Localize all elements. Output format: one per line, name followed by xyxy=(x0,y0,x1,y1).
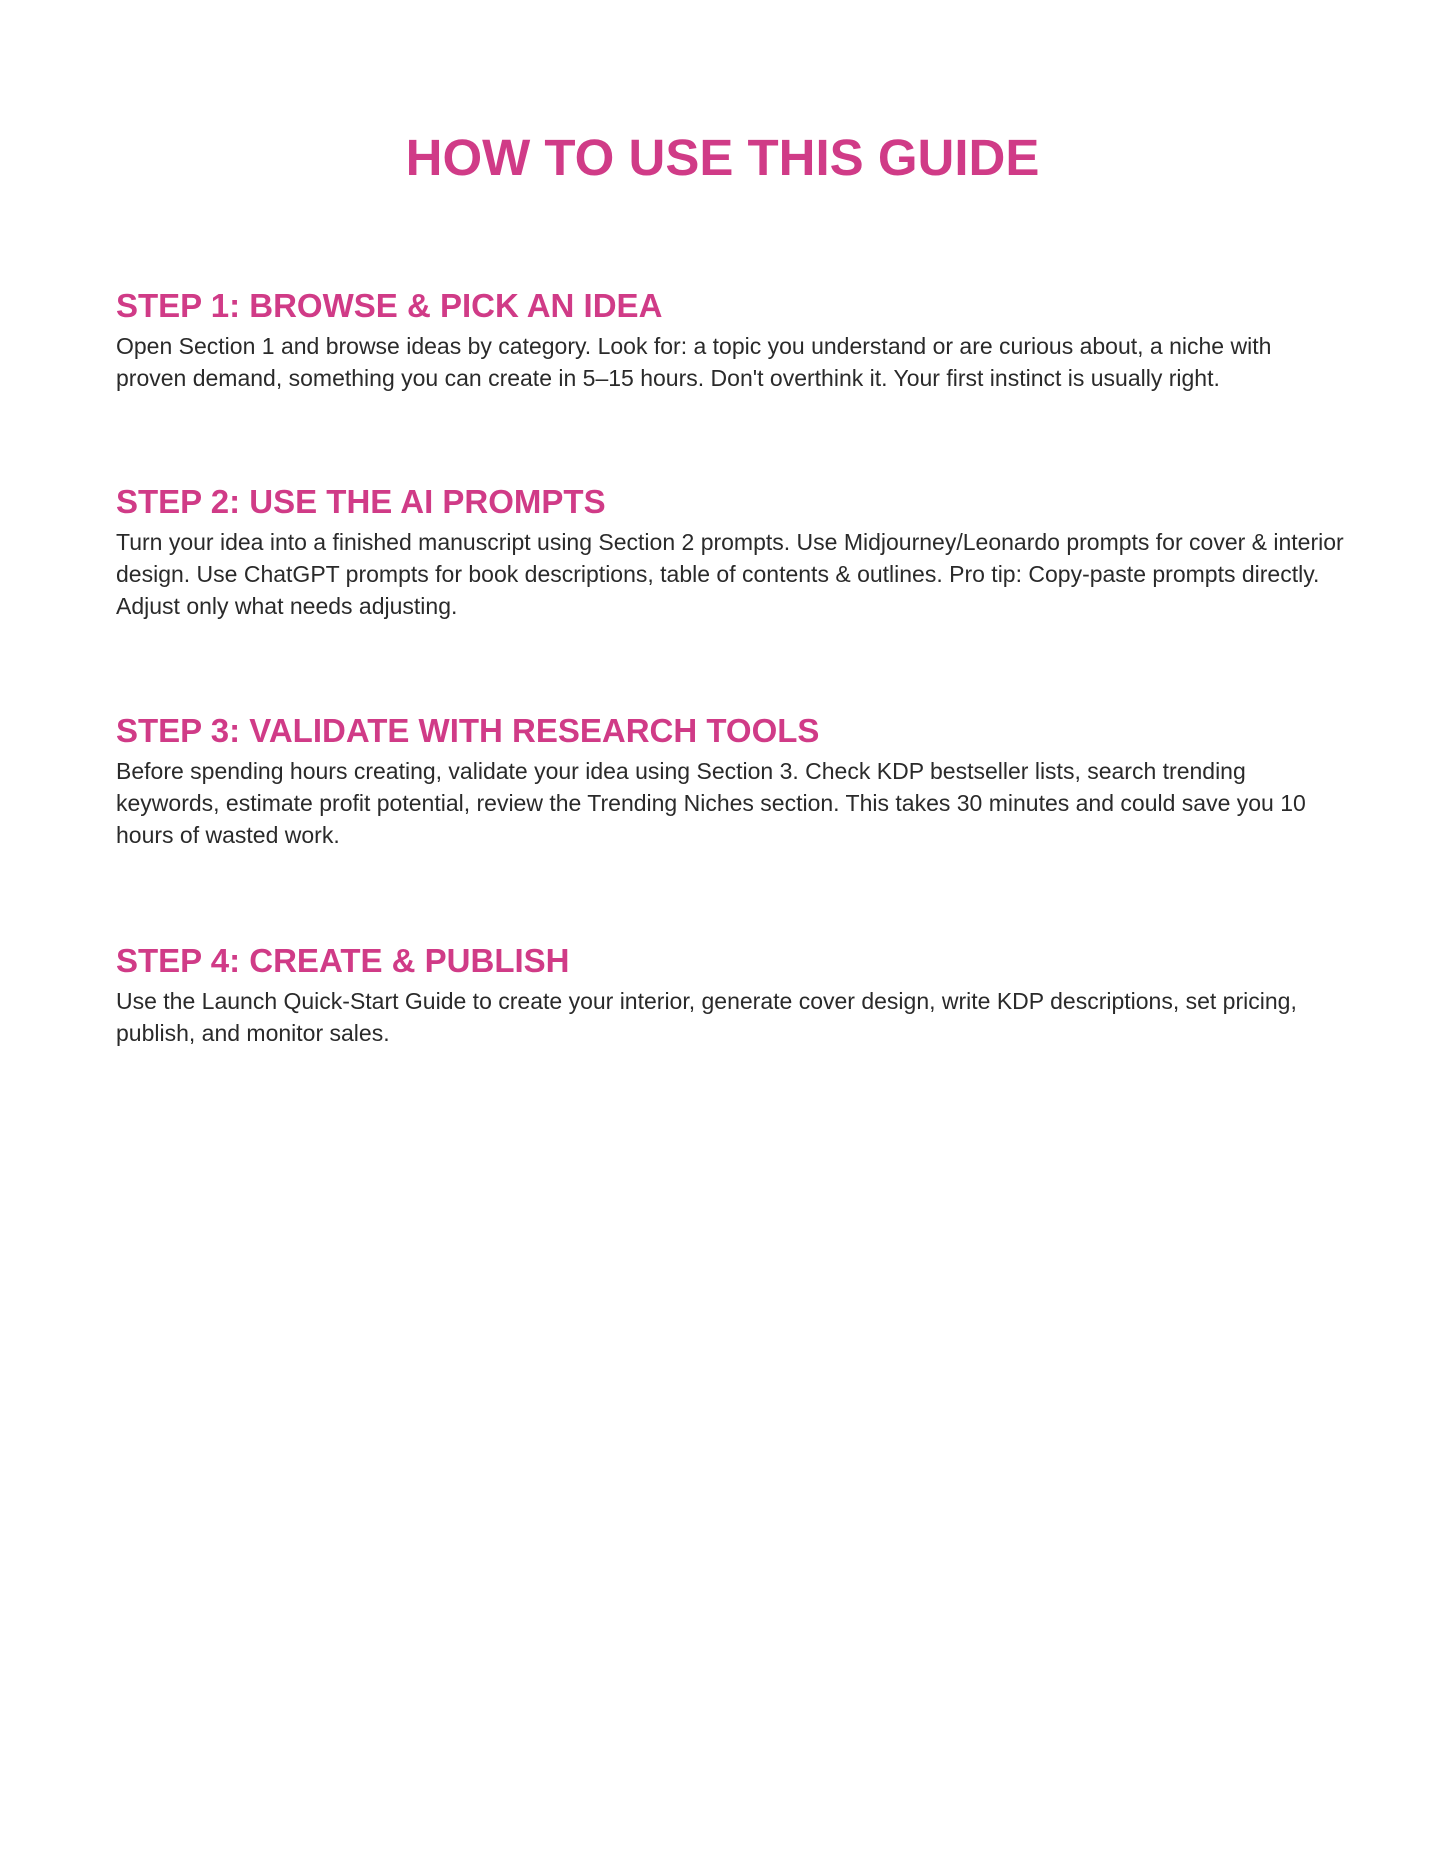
page-title: HOW TO USE THIS GUIDE xyxy=(405,129,1040,186)
step-1-heading: STEP 1: BROWSE & PICK AN IDEA xyxy=(116,287,663,324)
step-4-body: Use the Launch Quick-Start Guide to create your interior, generate cover design, write KDP descriptions, set pricing, publish, and monitor sales. xyxy=(116,988,1297,1046)
step-3-heading: STEP 3: VALIDATE WITH RESEARCH TOOLS xyxy=(116,712,820,749)
step-3-body: Before spending hours creating, validate your idea using Section 3. Check KDP bestseller lists, search trending keywords, estimate profit potential, review the Trending Niches section. This takes 30 minutes and could save you 10 hours of wasted work. xyxy=(116,758,1306,848)
step-2-heading: STEP 2: USE THE AI PROMPTS xyxy=(116,483,606,520)
step-1-body: Open Section 1 and browse ideas by category. Look for: a topic you understand or are curious about, a niche with proven demand, something you can create in 5–15 hours. Don't overthink it. Your first instinct is usually right. xyxy=(116,333,1272,391)
step-3-section xyxy=(116,711,1346,851)
step-2-section xyxy=(116,482,1346,622)
step-4-heading: STEP 4: CREATE & PUBLISH xyxy=(116,942,570,979)
step-1-section xyxy=(116,286,1346,394)
step-4-section xyxy=(116,941,1346,1049)
step-2-body: Turn your idea into a finished manuscript using Section 2 prompts. Use Midjourney/Leonardo prompts for cover & interior design. Use ChatGPT prompts for book descriptions, table of contents & outlines. Pro tip: Copy-paste prompts directly. Adjust only what needs adjusting. xyxy=(116,529,1344,619)
